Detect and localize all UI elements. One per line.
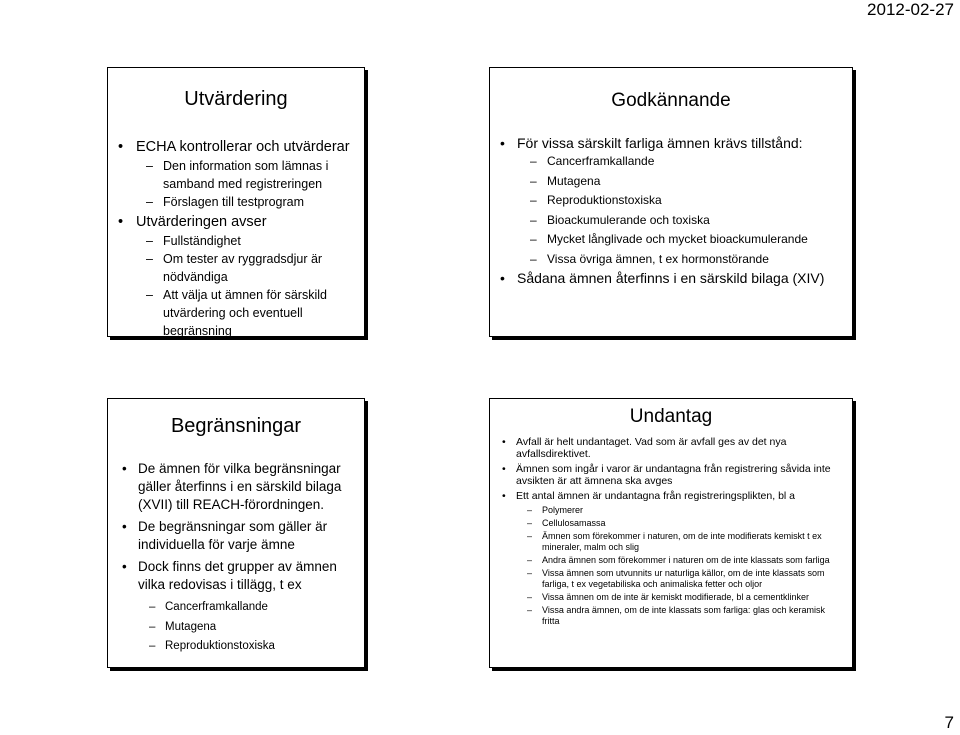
sub-bullet-item: – Förslagen till testprogram xyxy=(118,193,354,211)
sub-bullet-item: – Cellulosamassa xyxy=(502,518,844,529)
bullet-item: • Ett antal ämnen är undantagna från registreringsplikten, bl a xyxy=(502,490,844,502)
sub-bullet-item: – Mutagena xyxy=(122,618,352,638)
sub-bullet-item: – Reproduktionstoxiska xyxy=(500,191,844,211)
sub-bullet-item: – Reproduktionstoxiska xyxy=(122,637,352,657)
slide-bullet-list xyxy=(500,134,844,287)
slide-bullet-list xyxy=(122,460,352,657)
sub-bullet-item: – Om tester av ryggradsdjur är nödvändiga xyxy=(118,250,354,286)
slide-bullet-list xyxy=(118,136,354,340)
slide-begransningar xyxy=(107,398,365,668)
sub-bullet-item: – Ämnen som förekommer i naturen, om de inte modifierats kemiskt t ex mineraler, malm och slig xyxy=(502,531,844,553)
sub-bullet-item: – Vissa andra ämnen, om de inte klassats som farliga: glas och keramisk fritta xyxy=(502,605,844,627)
bullet-item: • ECHA kontrollerar och utvärderar xyxy=(118,138,354,157)
slide-title: Godkännande xyxy=(611,90,731,111)
bullet-item: • Utvärderingen avser xyxy=(118,213,354,232)
bullet-item: • Avfall är helt undantaget. Vad som är avfall ges av det nya avfallsdirektivet. xyxy=(502,436,844,460)
slide-title: Undantag xyxy=(629,406,713,427)
sub-bullet-item: – Cancerframkallande xyxy=(122,598,352,618)
slide-title: Begränsningar xyxy=(170,415,302,437)
sub-bullet-item: – Cancerframkallande xyxy=(500,152,844,172)
slide-bullet-list xyxy=(502,436,844,629)
sub-bullet-item: – Mycket långlivade och mycket bioackumulerande xyxy=(500,230,844,250)
sub-bullet-item: – Fullständighet xyxy=(118,232,354,250)
bullet-item: • För vissa särskilt farliga ämnen krävs tillstånd: xyxy=(500,134,844,152)
sub-bullet-item: – Polymerer xyxy=(502,505,844,516)
bullet-item: • Dock finns det grupper av ämnen vilka redovisas i tillägg, t ex xyxy=(122,558,352,594)
slide-godkannande xyxy=(489,67,853,337)
sub-bullet-item: – Vissa ämnen om de inte är kemiskt modifierade, bl a cementklinker xyxy=(502,592,844,603)
bullet-item: • Sådana ämnen återfinns i en särskild bilaga (XIV) xyxy=(500,269,844,287)
slide-utvardering xyxy=(107,67,365,337)
slide-undantag xyxy=(489,398,853,668)
sub-bullet-item: – Vissa ämnen som utvunnits ur naturliga källor, om de inte klassats som farliga, t ex vegetabiliska och animaliska fetter och oljor xyxy=(502,568,844,590)
bullet-item: • De begränsningar som gäller är individuella för varje ämne xyxy=(122,518,352,554)
sub-bullet-item: – Den information som lämnas i samband med registreringen xyxy=(118,157,354,193)
sub-bullet-item: – Att välja ut ämnen för särskild utvärdering och eventuell begränsning xyxy=(118,286,354,340)
bullet-item: • Ämnen som ingår i varor är undantagna från registrering såvida inte avsikten är att ämnena ska avges xyxy=(502,463,844,487)
sub-bullet-item: – Andra ämnen som förekommer i naturen om de inte klassats som farliga xyxy=(502,555,844,566)
sub-bullet-item: – Vissa övriga ämnen, t ex hormonstörande xyxy=(500,250,844,270)
sub-bullet-item: – Mutagena xyxy=(500,172,844,192)
page-number: 7 xyxy=(944,713,954,732)
bullet-item: • De ämnen för vilka begränsningar gäller återfinns i en särskild bilaga (XVII) till REACH-förordningen. xyxy=(122,460,352,514)
sub-bullet-item: – Bioackumulerande och toxiska xyxy=(500,211,844,231)
page-date: 2012-02-27 xyxy=(867,0,954,19)
slide-title: Utvärdering xyxy=(184,88,288,110)
